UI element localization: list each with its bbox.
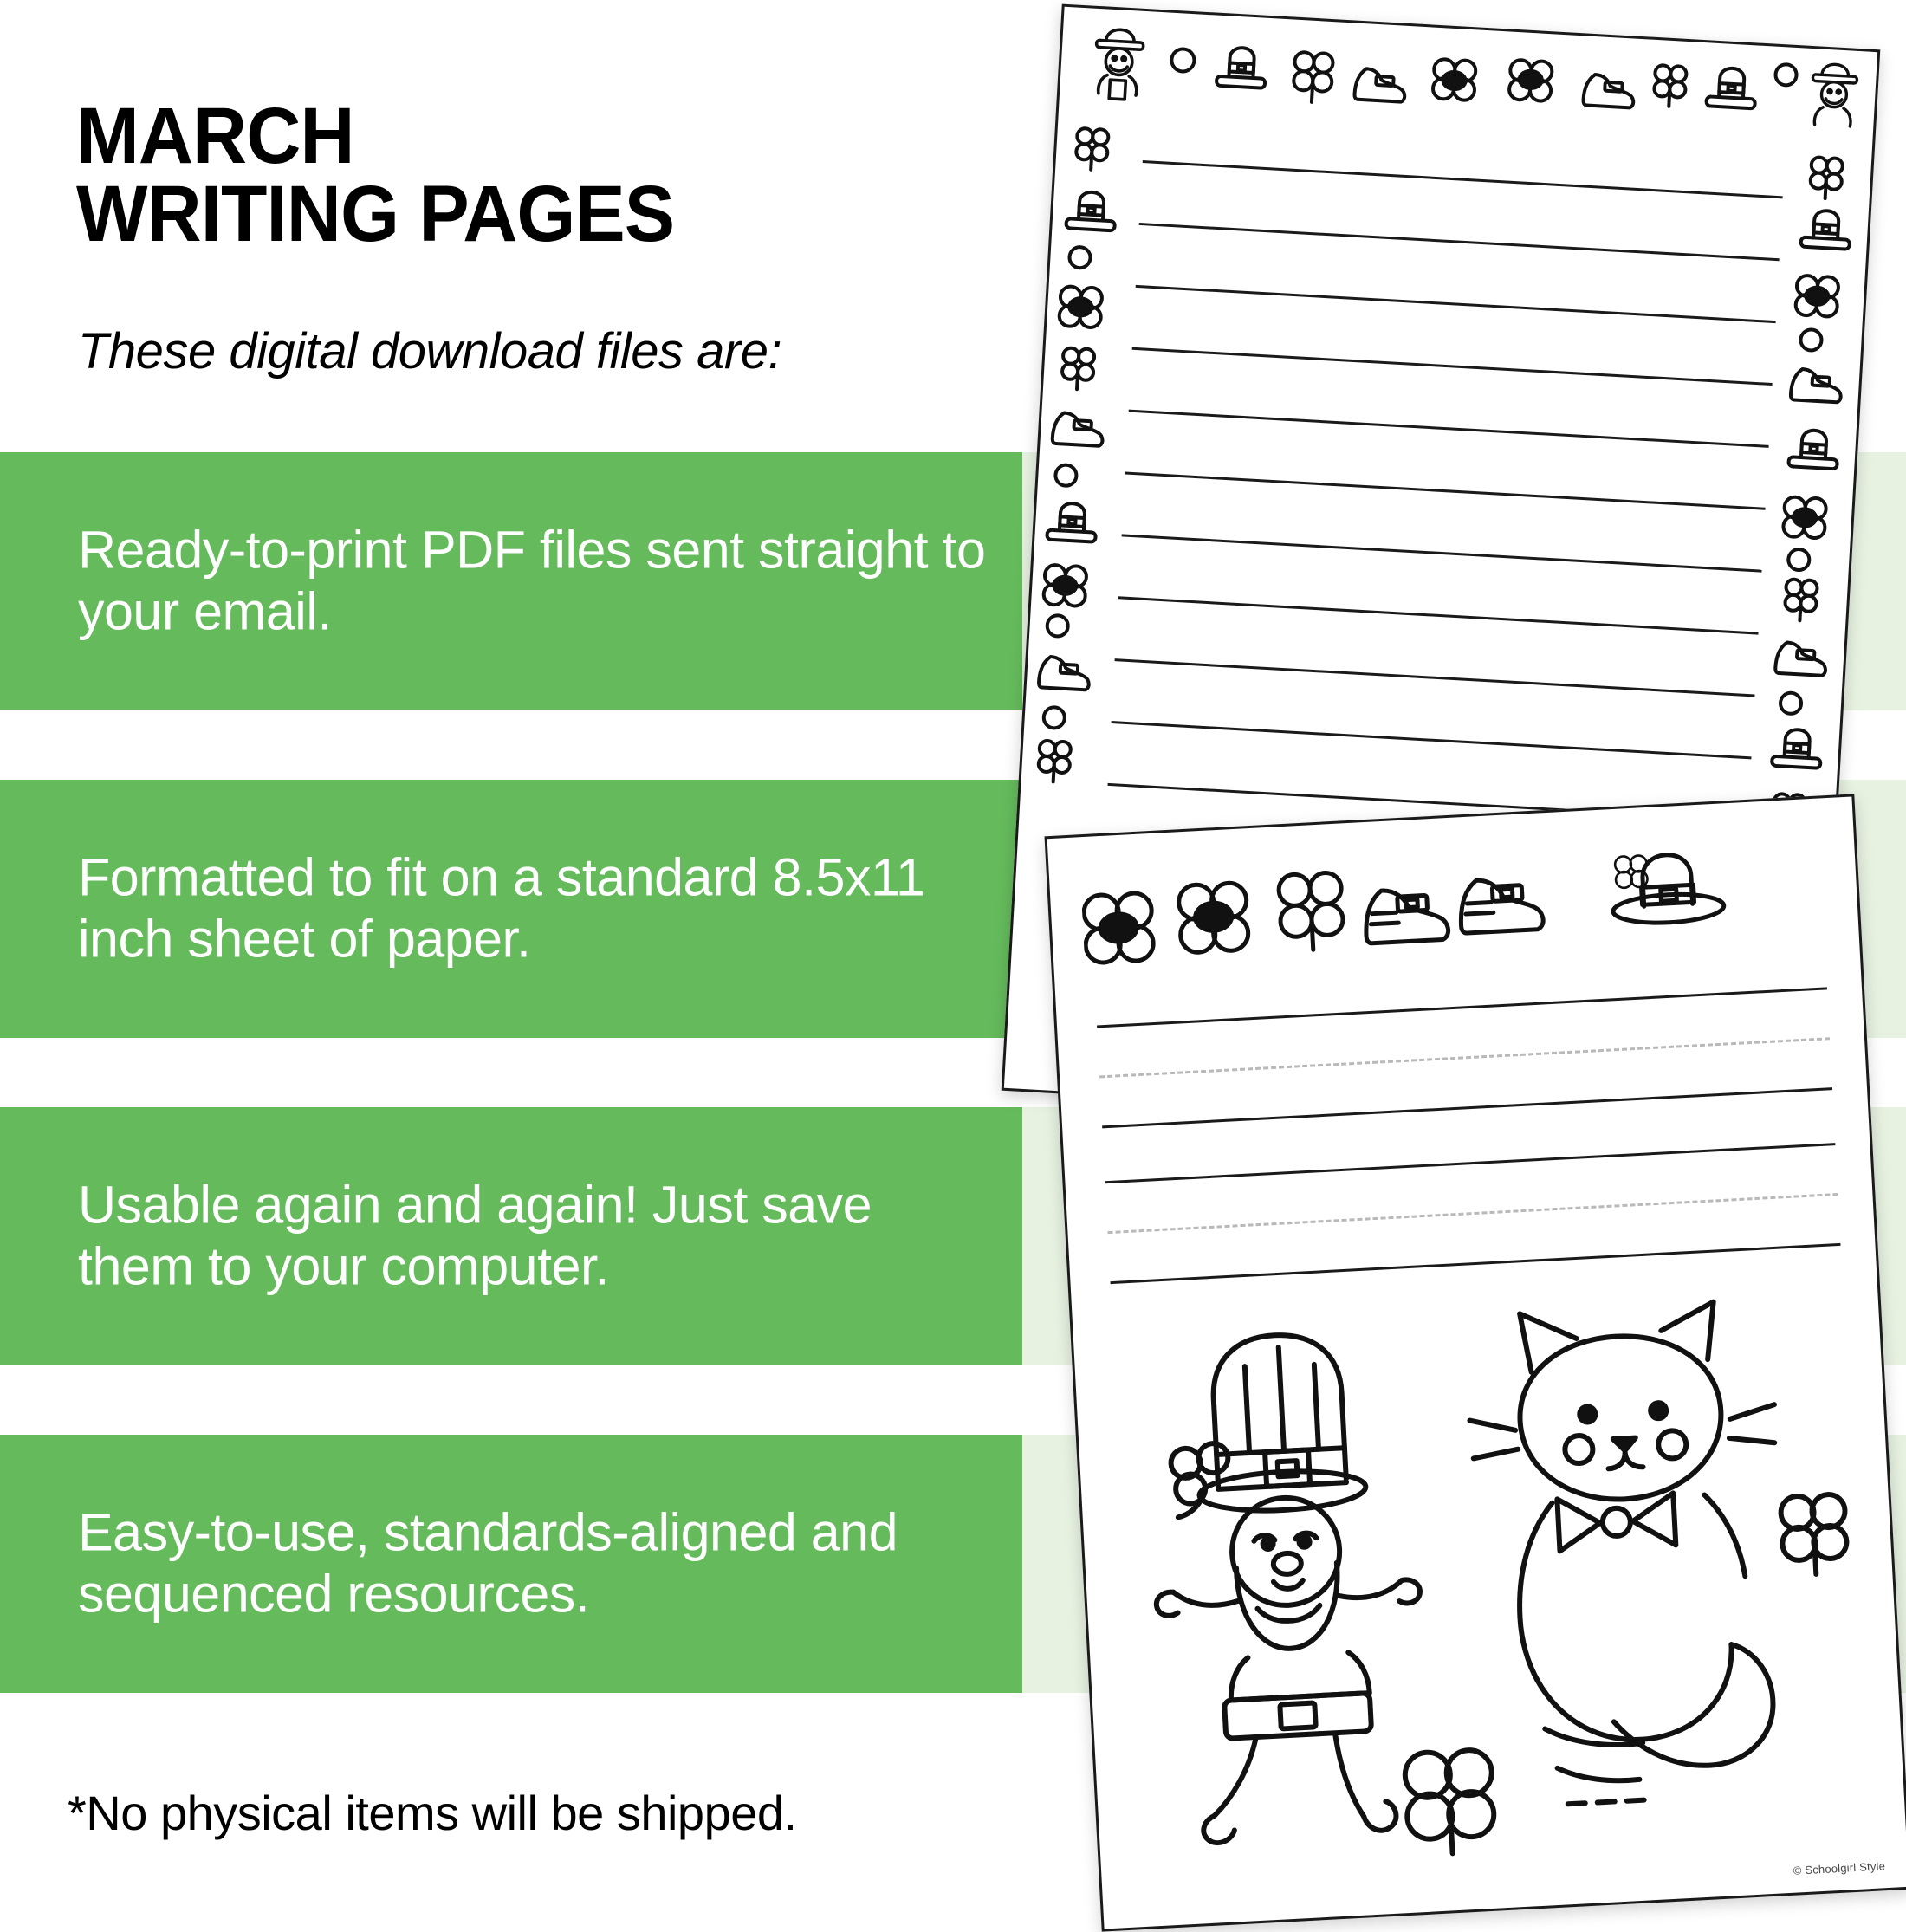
feature-band-1 (0, 452, 1022, 710)
feature-text-2: Formatted to fit on a standard 8.5x11 inch sheet of paper. (78, 847, 925, 969)
title-line-2: WRITING PAGES (76, 170, 675, 259)
disclaimer-note: *No physical items will be shipped. (68, 1786, 797, 1840)
feature-band-2 (0, 780, 1022, 1038)
feature-text-4: Easy-to-use, standards-aligned and sequenced resources. (78, 1502, 898, 1624)
feature-text-1: Ready-to-print PDF files sent straight to your email. (78, 520, 986, 641)
subtitle: These digital download files are: (78, 323, 782, 379)
feature-band-4 (0, 1435, 1022, 1693)
title-line-1: MARCH (76, 92, 354, 180)
copyright-text: © Schoolgirl Style (1793, 1859, 1886, 1877)
feature-band-3 (0, 1107, 1022, 1365)
feature-text-3: Usable again and again! Just save them to your computer. (78, 1175, 872, 1296)
page-title (76, 92, 943, 259)
